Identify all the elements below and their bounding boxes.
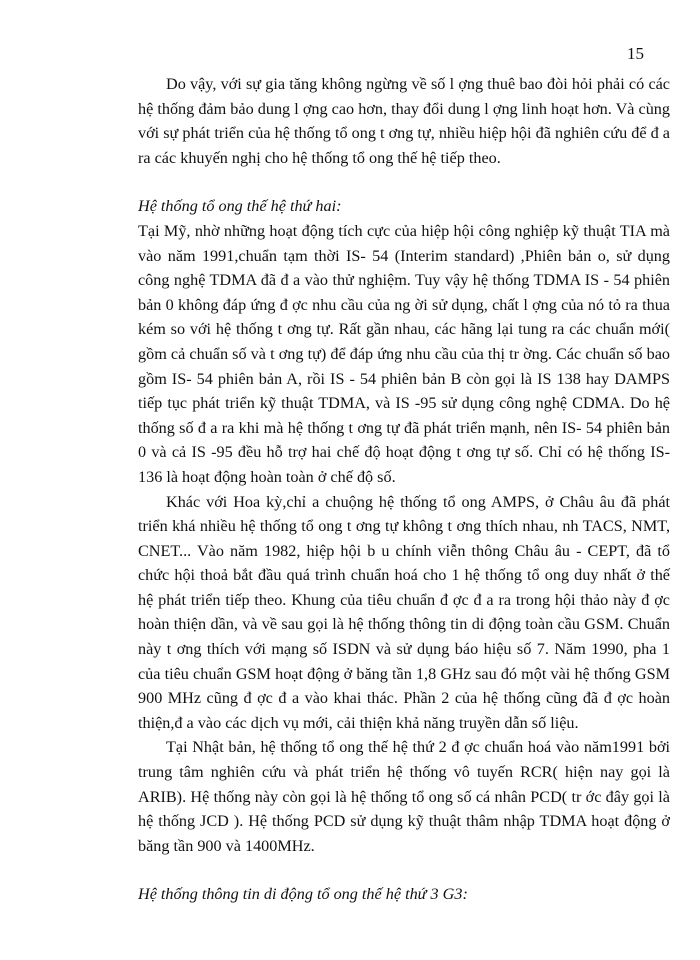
spacer	[138, 170, 670, 194]
paragraph-japan: Tại Nhật bản, hệ thống tổ ong thế hệ thứ 2 đ ợc chuẩn hoá vào năm1991 bởi trung tâm nghiên cứu và phát triển hệ thống vô tuyến RCR( hiện nay gọi là ARIB). Hệ thống này còn gọi là hệ thống tổ ong số cá nhân PCD( tr ớc đây gọi là hệ thống JCD ). Hệ thống PCD sử dụng kỹ thuật thâm nhập TDMA hoạt động ở băng tần 900 và 1400MHz.	[138, 738, 670, 855]
heading-second-generation: Hệ thống tổ ong thế hệ thứ hai:	[138, 197, 342, 216]
paragraph-intro: Do vậy, với sự gia tăng không ngừng về số l ợng thuê bao đòi hỏi phải có các hệ thống đảm bảo dung l ợng cao hơn, thay đổi dung l ợng linh hoạt hơn. Và cùng với sự phát triển của hệ thống tổ ong t ơng tự, nhiều hiệp hội đã nghiên cứu để đ a ra các khuyến nghị cho hệ thống tổ ong thế hệ tiếp theo.	[138, 75, 670, 167]
paragraph-europe: Khác với Hoa kỳ,chỉ a chuộng hệ thống tổ ong AMPS, ở Châu âu đã phát triển khá nhiều hệ thống tổ ong t ơng tự không t ơng thích nhau, nh TACS, NMT, CNET... Vào năm 1982, hiệp hội b u chính viễn thông Châu âu - CEPT, đã tổ chức hội thoả bắt đầu quá trình chuẩn hoá cho 1 hệ thống tổ ong duy nhất ở thế hệ phát triển tiếp theo. Khung của tiêu chuẩn đ ợc đ a ra trong hội thảo này đ ợc hoàn thiện dần, và về sau gọi là hệ thống thông tin di động toàn cầu GSM. Chuẩn này t ơng thích với mạng số ISDN và sử dụng báo hiệu số 7. Năm 1990, pha 1 của tiêu chuẩn GSM hoạt động ở băng tần 1,8 GHz sau đó một vài hệ thống GSM 900 MHz cũng đ ợc đ a vào khai thác. Phần 2 của hệ thống cũng đã đ ợc hoàn thiện,đ a vào các dịch vụ mới, cải thiện khả năng truyền dẫn số liệu.	[138, 492, 670, 732]
document-body	[138, 72, 670, 907]
page-number: 15	[627, 44, 644, 63]
heading-third-generation: Hệ thống thông tin di động tổ ong thế hệ thứ 3 G3:	[138, 885, 468, 904]
spacer	[138, 858, 670, 882]
paragraph-usa: Tại Mỹ, nhờ những hoạt động tích cực của hiệp hội công nghiệp kỹ thuật TIA mà vào năm 1991,chuẩn tạm thời IS- 54 (Interim standard) ,Phiên bản o, sử dụng công nghệ TDMA đã đ a vào thử nghiệm. Tuy vậy hệ thống TDMA IS - 54 phiên bản 0 không đáp ứng đ ợc nhu cầu của ng ời sử dụng, chất l ợng của nó tỏ ra thua kém so với hệ thống t ơng tự. Rất gần nhau, các hãng lại tung ra các chuẩn mới( gồm cả chuẩn số và t ơng tự) để đáp ứng nhu cầu của thị tr ờng. Các chuẩn số bao gồm IS- 54 phiên bản A, rồi IS - 54 phiên bản B còn gọi là IS 138 hay DAMPS tiếp tục phát triển kỹ thuật TDMA, và IS -95 sử dụng công nghệ CDMA. Do hệ thống số đ a ra khi mà hệ thống t ơng tự đã phát triển mạnh, nên IS- 54 phiên bản 0 và cả IS -95 đều hỗ trợ hai chế độ hoạt động t ơng tự số. Chỉ có hệ thống IS- 136 là hoạt động hoàn toàn ở chế độ số.	[138, 221, 670, 486]
